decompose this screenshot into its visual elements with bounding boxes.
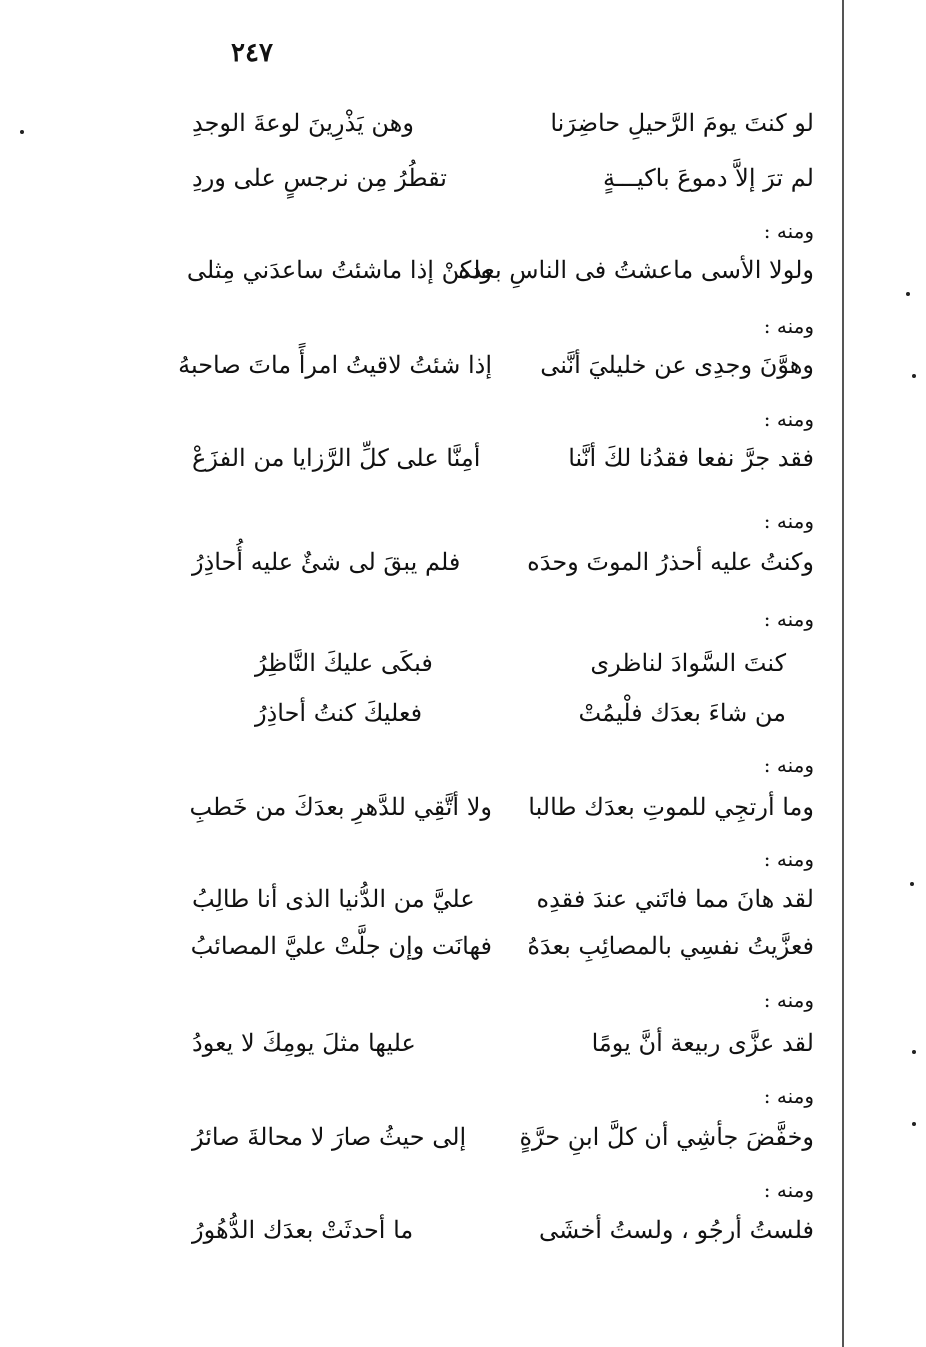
verse-first-hemistich: من شاءَ بعدَك فلْيمُتْ: [578, 699, 786, 727]
margin-speck: [910, 882, 914, 886]
margin-speck: [912, 1122, 916, 1126]
section-heading: ومنه :: [763, 1084, 814, 1108]
verse-first-hemistich: فعزَّيتُ نفسِي بالمصائِبِ بعدَهُ: [527, 932, 814, 960]
section-heading: ومنه :: [763, 407, 814, 431]
verse-first-hemistich: فلستُ أرجُو ، ولستُ أخشَى: [539, 1216, 814, 1244]
verse-first-hemistich: لم ترَ إلاَّ دموعَ باكيـــةٍ: [603, 164, 814, 192]
section-heading: ومنه :: [763, 753, 814, 777]
verse-second-hemistich: وهن يَذْرِينَ لوعةَ الوجدِ: [192, 109, 414, 137]
section-heading: ومنه :: [763, 988, 814, 1012]
verse-second-hemistich: عليَّ من الدُّنيا الذى أنا طالِبُ: [192, 885, 475, 913]
verse-first-hemistich: ولولا الأسى ماعشتُ فى الناسِ بعده: [458, 256, 814, 284]
margin-speck: [20, 130, 24, 134]
verse-first-hemistich: كنتَ السَّوادَ لناظرى: [590, 649, 786, 677]
verse-second-hemistich: فبكَى عليكَ النَّاظِرُ: [255, 649, 433, 677]
section-heading: ومنه :: [763, 219, 814, 243]
verse-first-hemistich: وما أرتجِي للموتِ بعدَك طالبا: [528, 793, 814, 821]
verse-first-hemistich: وخفَّضَ جأشِي أن كلَّ ابنِ حرَّةٍ: [519, 1123, 814, 1151]
verse-second-hemistich: تقطُرُ مِن نرجسٍ على وردِ: [192, 164, 447, 192]
section-heading: ومنه :: [763, 847, 814, 871]
section-heading: ومنه :: [763, 314, 814, 338]
section-heading: ومنه :: [763, 1178, 814, 1202]
verse-first-hemistich: وهوَّنَ وجدِى عن خليليَ أنَّنى: [540, 351, 814, 379]
verse-second-hemistich: فعليكَ كنتُ أحاذِرُ: [255, 699, 423, 727]
verse-first-hemistich: وكنتُ عليه أحذرُ الموتَ وحدَه: [527, 548, 814, 576]
margin-speck: [912, 374, 916, 378]
page-edge-rule: [842, 0, 844, 1347]
page-number: ٢٤٧: [231, 38, 273, 68]
verse-second-hemistich: عليها مثلَ يومِكَ لا يعودُ: [192, 1029, 416, 1057]
margin-speck: [912, 1050, 916, 1054]
verse-first-hemistich: فقد جرَّ نفعا فقدُنا لكَ أنَّنا: [568, 444, 814, 472]
verse-second-hemistich: إلى حيثُ صارَ لا محالةَ صائرُ: [192, 1123, 467, 1151]
margin-speck: [906, 292, 910, 296]
verse-second-hemistich: فلم يبقَ لى شئٌ عليه أُحاذِرُ: [192, 548, 461, 576]
verse-first-hemistich: لو كنتَ يومَ الرَّحيلِ حاضِرَنا: [550, 109, 814, 137]
verse-second-hemistich: إذا شئتُ لاقيتُ امرأً ماتَ صاحبهُ: [178, 351, 492, 379]
verse-second-hemistich: أمِنَّا على كلِّ الرَّزايا من الفزَعْ: [192, 444, 481, 472]
verse-first-hemistich: لقد هانَ مما فاتَني عندَ فقدِه: [536, 885, 814, 913]
section-heading: ومنه :: [763, 607, 814, 631]
verse-first-hemistich: لقد عزَّى ربيعة أنَّ يومًا: [591, 1029, 814, 1057]
verse-second-hemistich: ما أحدثَتْ بعدَك الدُّهُورُ: [192, 1216, 414, 1244]
verse-second-hemistich: ولا أتَّقِي للدَّهرِ بعدَكَ من خَطبِ: [189, 793, 492, 821]
verse-second-hemistich: فهانَت وإن جلَّتْ عليَّ المصائبُ: [190, 932, 492, 960]
verse-second-hemistich: ولكنْ إذا ماشئتُ ساعدَني مِثلى: [186, 256, 492, 284]
section-heading: ومنه :: [763, 509, 814, 533]
